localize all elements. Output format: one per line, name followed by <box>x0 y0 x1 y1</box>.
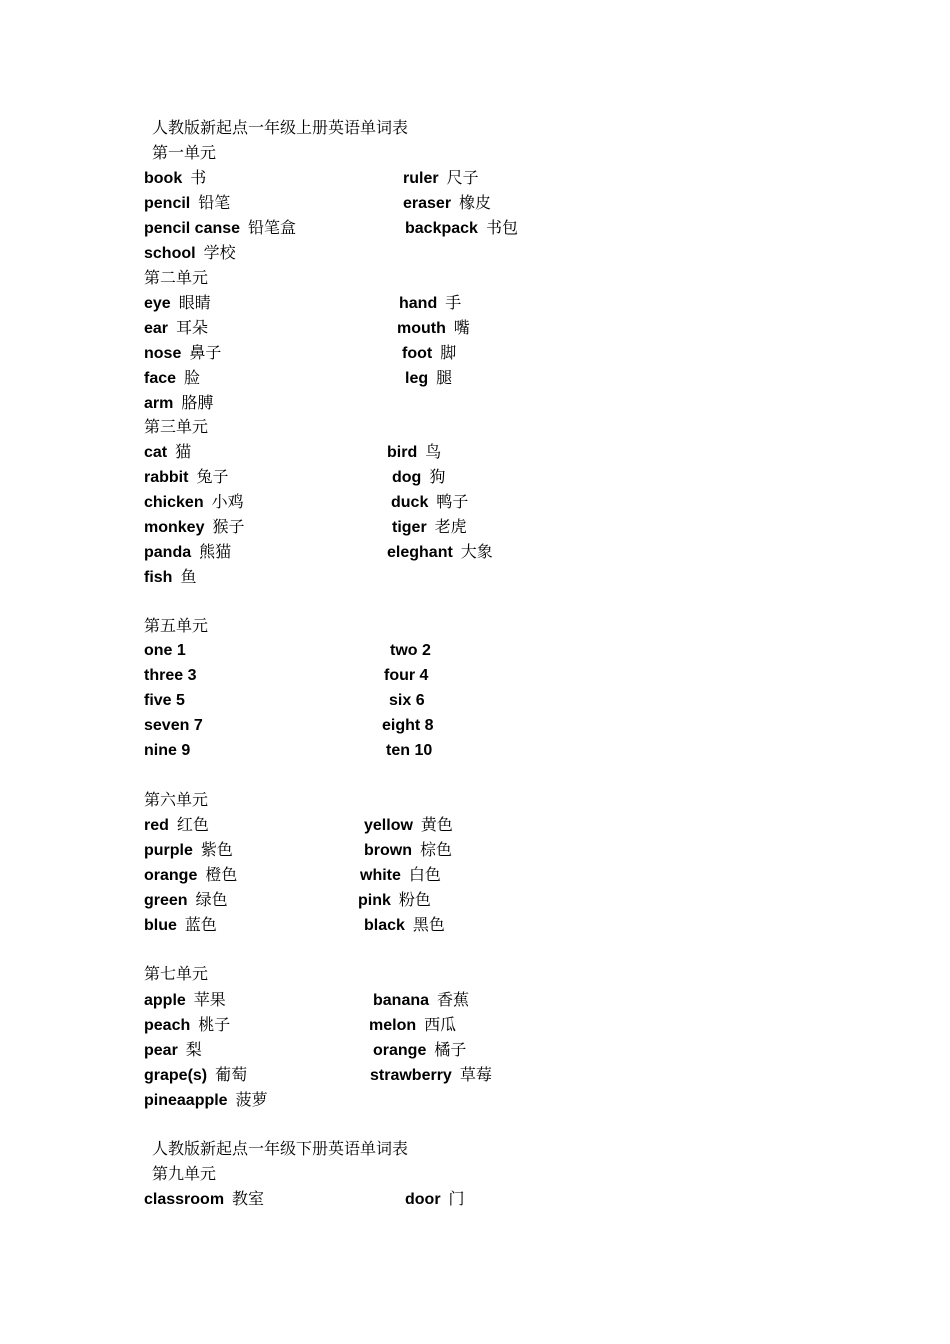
unit-heading-5: 第五单元 <box>144 616 209 635</box>
word-entry-five: five 5 <box>144 692 185 709</box>
word-cn: 鸟 <box>425 442 442 461</box>
word-entry-classroom <box>144 1186 264 1211</box>
word-cn: 眼睛 <box>178 293 211 312</box>
word-en: purple <box>144 842 193 859</box>
word-entry-one: one 1 <box>144 642 186 659</box>
word-cn: 草莓 <box>459 1065 492 1084</box>
word-en: apple <box>144 992 186 1009</box>
word-en: panda <box>144 544 192 561</box>
word-entry-foot <box>402 340 456 365</box>
word-cn: 橘子 <box>434 1040 467 1059</box>
word-en: pink <box>358 892 391 909</box>
word-en: pear <box>144 1042 178 1059</box>
word-entry-leg <box>405 365 452 390</box>
word-en: ear <box>144 320 169 337</box>
word-entry-pencil <box>144 190 230 215</box>
word-en: eye <box>144 295 171 312</box>
word-en: pineaapple <box>144 1092 228 1109</box>
word-en: eleghant <box>387 544 453 561</box>
word-entry-cat <box>144 439 191 464</box>
word-cn: 紫色 <box>200 840 233 859</box>
word-cn: 狗 <box>429 467 446 486</box>
word-en: peach <box>144 1017 191 1034</box>
word-entry-tiger <box>392 514 467 539</box>
word-en: door <box>405 1191 441 1208</box>
word-entry-nine: nine 9 <box>144 742 191 759</box>
word-entry-four: four 4 <box>384 667 429 684</box>
word-cn: 兔子 <box>196 467 229 486</box>
word-cn: 鱼 <box>180 567 197 586</box>
word-entry-blue <box>144 912 217 937</box>
word-entry-ear <box>144 315 208 340</box>
word-cn: 黑色 <box>412 915 445 934</box>
word-cn: 黄色 <box>420 815 453 834</box>
word-entry-strawberry <box>370 1062 492 1087</box>
word-entry-grapes <box>144 1062 247 1087</box>
word-en: white <box>360 867 401 884</box>
word-en: face <box>144 370 177 387</box>
word-cn: 棕色 <box>420 840 453 859</box>
word-entry-eye <box>144 290 211 315</box>
word-entry-chicken <box>144 489 244 514</box>
word-cn: 耳朵 <box>176 318 209 337</box>
word-entry-duck <box>391 489 468 514</box>
word-entry-panda <box>144 539 231 564</box>
word-en: classroom <box>144 1191 225 1208</box>
word-cn: 教室 <box>232 1189 265 1208</box>
unit-heading-6: 第六单元 <box>144 790 209 809</box>
word-entry-white <box>360 862 441 887</box>
word-entry-peach <box>144 1012 230 1037</box>
word-cn: 香蕉 <box>437 990 470 1009</box>
word-en: cat <box>144 444 168 461</box>
word-entry-pineapple <box>144 1087 268 1112</box>
word-entry-school <box>144 240 236 265</box>
word-entry-pear <box>144 1037 202 1062</box>
word-entry-green <box>144 887 228 912</box>
unit-heading-9: 第九单元 <box>152 1164 217 1183</box>
word-cn: 书包 <box>485 218 518 237</box>
word-cn: 葡萄 <box>215 1065 248 1084</box>
word-en: hand <box>399 295 438 312</box>
word-entry-nose <box>144 340 221 365</box>
word-en: monkey <box>144 519 205 536</box>
word-entry-dog <box>392 464 445 489</box>
unit-heading-1: 第一单元 <box>152 143 217 162</box>
word-entry-purple <box>144 837 233 862</box>
word-en: tiger <box>392 519 427 536</box>
word-en: foot <box>402 345 433 362</box>
word-cn: 猴子 <box>212 517 245 536</box>
word-cn: 橙色 <box>205 865 238 884</box>
unit-heading-3: 第三单元 <box>144 417 209 436</box>
word-entry-eraser <box>403 190 491 215</box>
word-cn: 老虎 <box>434 517 467 536</box>
word-entry-face <box>144 365 200 390</box>
word-en: leg <box>405 370 429 387</box>
word-en: blue <box>144 917 177 934</box>
word-entry-two: two 2 <box>390 642 431 659</box>
word-en: backpack <box>405 220 478 237</box>
unit-heading-2: 第二单元 <box>144 268 209 287</box>
word-entry-fish <box>144 564 196 589</box>
word-en: banana <box>373 992 430 1009</box>
word-cn: 学校 <box>203 243 236 262</box>
word-entry-pink <box>358 887 431 912</box>
word-en: rabbit <box>144 469 189 486</box>
word-en: fish <box>144 569 173 586</box>
word-en: yellow <box>364 817 413 834</box>
word-en: eraser <box>403 195 452 212</box>
word-entry-hand <box>399 290 461 315</box>
word-entry-eleghant <box>387 539 493 564</box>
word-entry-backpack <box>405 215 518 240</box>
word-cn: 书 <box>190 168 207 187</box>
word-cn: 门 <box>448 1189 465 1208</box>
word-cn: 鼻子 <box>189 343 222 362</box>
word-cn: 铅笔盒 <box>248 218 297 237</box>
word-entry-orange-color <box>144 862 237 887</box>
word-entry-pencil-canse <box>144 215 296 240</box>
word-entry-door <box>405 1186 465 1211</box>
word-cn: 苹果 <box>193 990 226 1009</box>
word-en: green <box>144 892 188 909</box>
word-cn: 菠萝 <box>235 1090 268 1109</box>
word-entry-six: six 6 <box>389 692 425 709</box>
word-entry-bird <box>387 439 441 464</box>
word-entry-banana <box>373 987 469 1012</box>
unit-heading-7: 第七单元 <box>144 964 209 983</box>
word-cn: 脸 <box>184 368 201 387</box>
word-entry-rabbit <box>144 464 228 489</box>
word-entry-three: three 3 <box>144 667 197 684</box>
word-cn: 大象 <box>460 542 493 561</box>
word-en: pencil <box>144 195 191 212</box>
word-cn: 桃子 <box>198 1015 231 1034</box>
word-cn: 铅笔 <box>198 193 231 212</box>
word-en: nose <box>144 345 182 362</box>
word-entry-apple <box>144 987 226 1012</box>
word-en: orange <box>373 1042 427 1059</box>
word-en: grape(s) <box>144 1067 208 1084</box>
word-en: pencil canse <box>144 220 241 237</box>
word-cn: 粉色 <box>398 890 431 909</box>
word-en: brown <box>364 842 412 859</box>
word-en: dog <box>392 469 422 486</box>
word-en: school <box>144 245 196 262</box>
word-cn: 嘴 <box>453 318 470 337</box>
word-entry-ruler <box>403 165 479 190</box>
word-cn: 尺子 <box>446 168 479 187</box>
word-en: black <box>364 917 405 934</box>
word-en: ruler <box>403 170 439 187</box>
word-cn: 西瓜 <box>424 1015 457 1034</box>
word-cn: 绿色 <box>195 890 228 909</box>
word-en: red <box>144 817 169 834</box>
word-en: melon <box>369 1017 417 1034</box>
word-en: bird <box>387 444 418 461</box>
word-cn: 手 <box>445 293 462 312</box>
document-title-volume-2: 人教版新起点一年级下册英语单词表 <box>152 1139 409 1158</box>
word-en: orange <box>144 867 198 884</box>
word-entry-melon <box>369 1012 456 1037</box>
word-en: arm <box>144 395 174 412</box>
word-entry-arm <box>144 390 213 415</box>
word-en: duck <box>391 494 429 511</box>
word-en: book <box>144 170 183 187</box>
word-cn: 猫 <box>175 442 192 461</box>
word-entry-book <box>144 165 206 190</box>
word-cn: 蓝色 <box>184 915 217 934</box>
word-entry-orange-fruit <box>373 1037 466 1062</box>
word-en: mouth <box>397 320 446 337</box>
word-cn: 胳膊 <box>181 393 214 412</box>
word-en: chicken <box>144 494 204 511</box>
word-entry-seven: seven 7 <box>144 717 203 734</box>
word-entry-yellow <box>364 812 453 837</box>
word-entry-eight: eight 8 <box>382 717 434 734</box>
word-entry-ten: ten 10 <box>386 742 433 759</box>
word-cn: 小鸡 <box>211 492 244 511</box>
document-title-volume-1: 人教版新起点一年级上册英语单词表 <box>152 118 409 137</box>
word-entry-brown <box>364 837 452 862</box>
word-cn: 鸭子 <box>436 492 469 511</box>
word-entry-monkey <box>144 514 244 539</box>
word-entry-red <box>144 812 209 837</box>
word-cn: 脚 <box>440 343 457 362</box>
word-en: strawberry <box>370 1067 452 1084</box>
word-cn: 熊猫 <box>199 542 232 561</box>
word-cn: 橡皮 <box>459 193 492 212</box>
word-entry-black <box>364 912 445 937</box>
word-cn: 腿 <box>436 368 453 387</box>
word-entry-mouth <box>397 315 470 340</box>
word-cn: 白色 <box>408 865 441 884</box>
word-cn: 梨 <box>185 1040 202 1059</box>
word-cn: 红色 <box>176 815 209 834</box>
